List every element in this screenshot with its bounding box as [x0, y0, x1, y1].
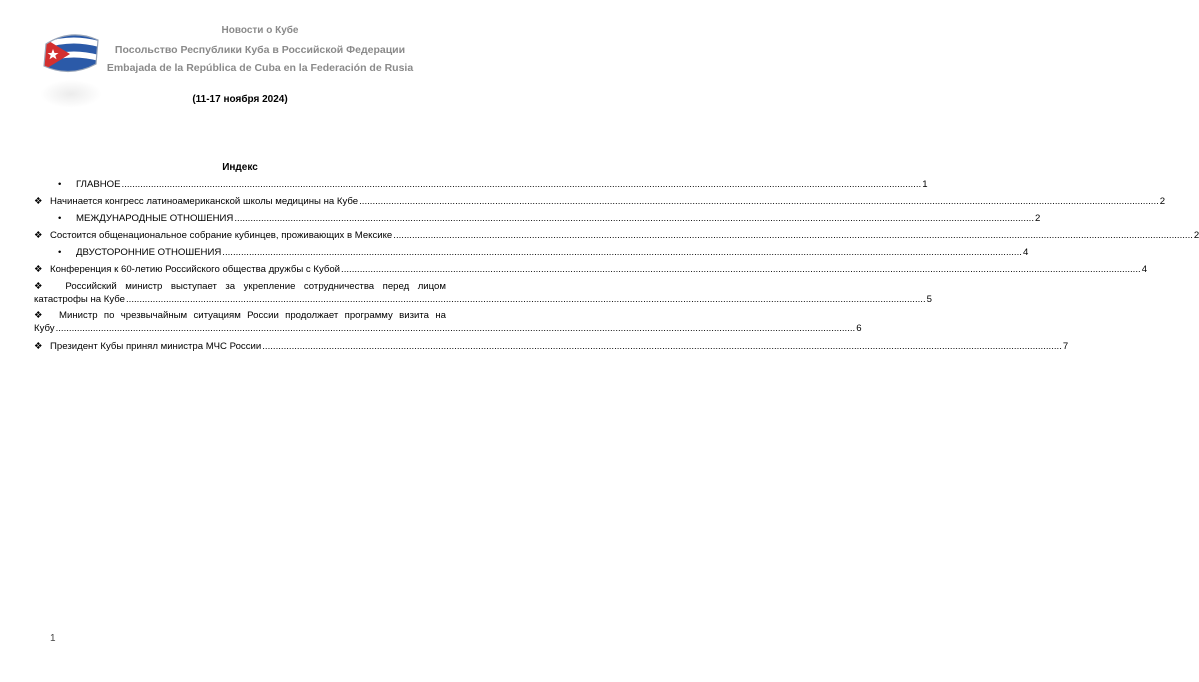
toc-leader: ............................................................................................................................................................................................................................................................................................................: [121, 179, 922, 190]
toc-page-number: 4: [1022, 247, 1029, 258]
toc-leader: ............................................................................................................................................................................................................................................................................................................: [393, 230, 1193, 241]
diamond-bullet-icon: ❖: [34, 310, 47, 321]
toc-entry[interactable]: [34, 338, 1069, 355]
toc-entry[interactable]: [34, 176, 928, 193]
toc-leader: ............................................................................................................................................................................................................................................................................................................: [55, 323, 856, 334]
table-of-contents: [34, 176, 1199, 355]
toc-entry[interactable]: [34, 227, 1199, 244]
toc-entry[interactable]: [34, 309, 862, 335]
header-title: Новости о Кубе: [221, 25, 299, 36]
toc-leader: ............................................................................................................................................................................................................................................................................................................: [126, 294, 926, 305]
toc-entry-text: МЕЖДУНАРОДНЫЕ ОТНОШЕНИЯ: [76, 213, 234, 224]
toc-entry[interactable]: [34, 280, 932, 306]
diamond-bullet-icon: ❖: [34, 196, 43, 207]
toc-entry-text: катастрофы на Кубе: [34, 294, 125, 305]
toc-entry[interactable]: [34, 193, 1166, 210]
toc-leader: ............................................................................................................................................................................................................................................................................................................: [222, 247, 1022, 258]
toc-entry-text: Конференция к 60-летию Российского общества дружбы с Кубой: [50, 264, 341, 275]
toc-leader: ............................................................................................................................................................................................................................................................................................................: [262, 341, 1062, 352]
toc-page-number: 2: [1159, 196, 1166, 207]
toc-entry-text: Кубу: [34, 323, 55, 334]
toc-entry-text: Министр по чрезвычайным ситуациям России продолжает программу визита на: [59, 310, 446, 321]
toc-page-number: 7: [1062, 341, 1069, 352]
page-number: 1: [50, 633, 56, 644]
toc-entry[interactable]: [34, 210, 1041, 227]
toc-entry-text: Российский министр выступает за укрепление сотрудничества перед лицом: [65, 281, 446, 292]
bullet-icon: •: [58, 179, 62, 190]
toc-entry-text: ГЛАВНОЕ: [76, 179, 121, 190]
toc-entry-line: [34, 322, 862, 335]
toc-page-number: 2: [1193, 230, 1199, 241]
header-embassy-es: Embajada de la República de Cuba en la Federación de Rusia: [106, 62, 414, 74]
toc-entry-line: [34, 293, 932, 306]
index-heading: Индекс: [222, 162, 258, 173]
toc-entry-text: ДВУСТОРОННИЕ ОТНОШЕНИЯ: [76, 247, 222, 258]
toc-entry-line: [34, 280, 446, 293]
diamond-bullet-icon: ❖: [34, 281, 49, 292]
diamond-bullet-icon: ❖: [34, 230, 43, 241]
toc-entry-line: [34, 309, 446, 322]
toc-leader: ............................................................................................................................................................................................................................................................................................................: [341, 264, 1141, 275]
toc-leader: ............................................................................................................................................................................................................................................................................................................: [359, 196, 1159, 207]
toc-page-number: 5: [926, 294, 932, 305]
toc-entry-text: Начинается конгресс латиноамериканской школы медицины на Кубе: [50, 196, 359, 207]
bullet-icon: •: [58, 213, 62, 224]
toc-entry[interactable]: [34, 261, 1148, 278]
toc-page-number: 4: [1141, 264, 1148, 275]
diamond-bullet-icon: ❖: [34, 341, 43, 352]
toc-entry-text: Состоится общенациональное собрание кубинцев, проживающих в Мексике: [50, 230, 393, 241]
toc-leader: ............................................................................................................................................................................................................................................................................................................: [234, 213, 1034, 224]
toc-page-number: 1: [922, 179, 928, 190]
header-embassy-ru: Посольство Республики Куба в Российской Федерации: [114, 44, 406, 56]
cuba-flag-logo: [40, 30, 102, 76]
date-range: (11-17 ноября 2024): [192, 94, 288, 105]
toc-page-number: 2: [1035, 213, 1041, 224]
toc-entry-text: Президент Кубы принял министра МЧС России: [50, 341, 262, 352]
toc-entry[interactable]: [34, 244, 1029, 261]
diamond-bullet-icon: ❖: [34, 264, 43, 275]
bullet-icon: •: [58, 247, 62, 258]
toc-page-number: 6: [856, 323, 862, 334]
